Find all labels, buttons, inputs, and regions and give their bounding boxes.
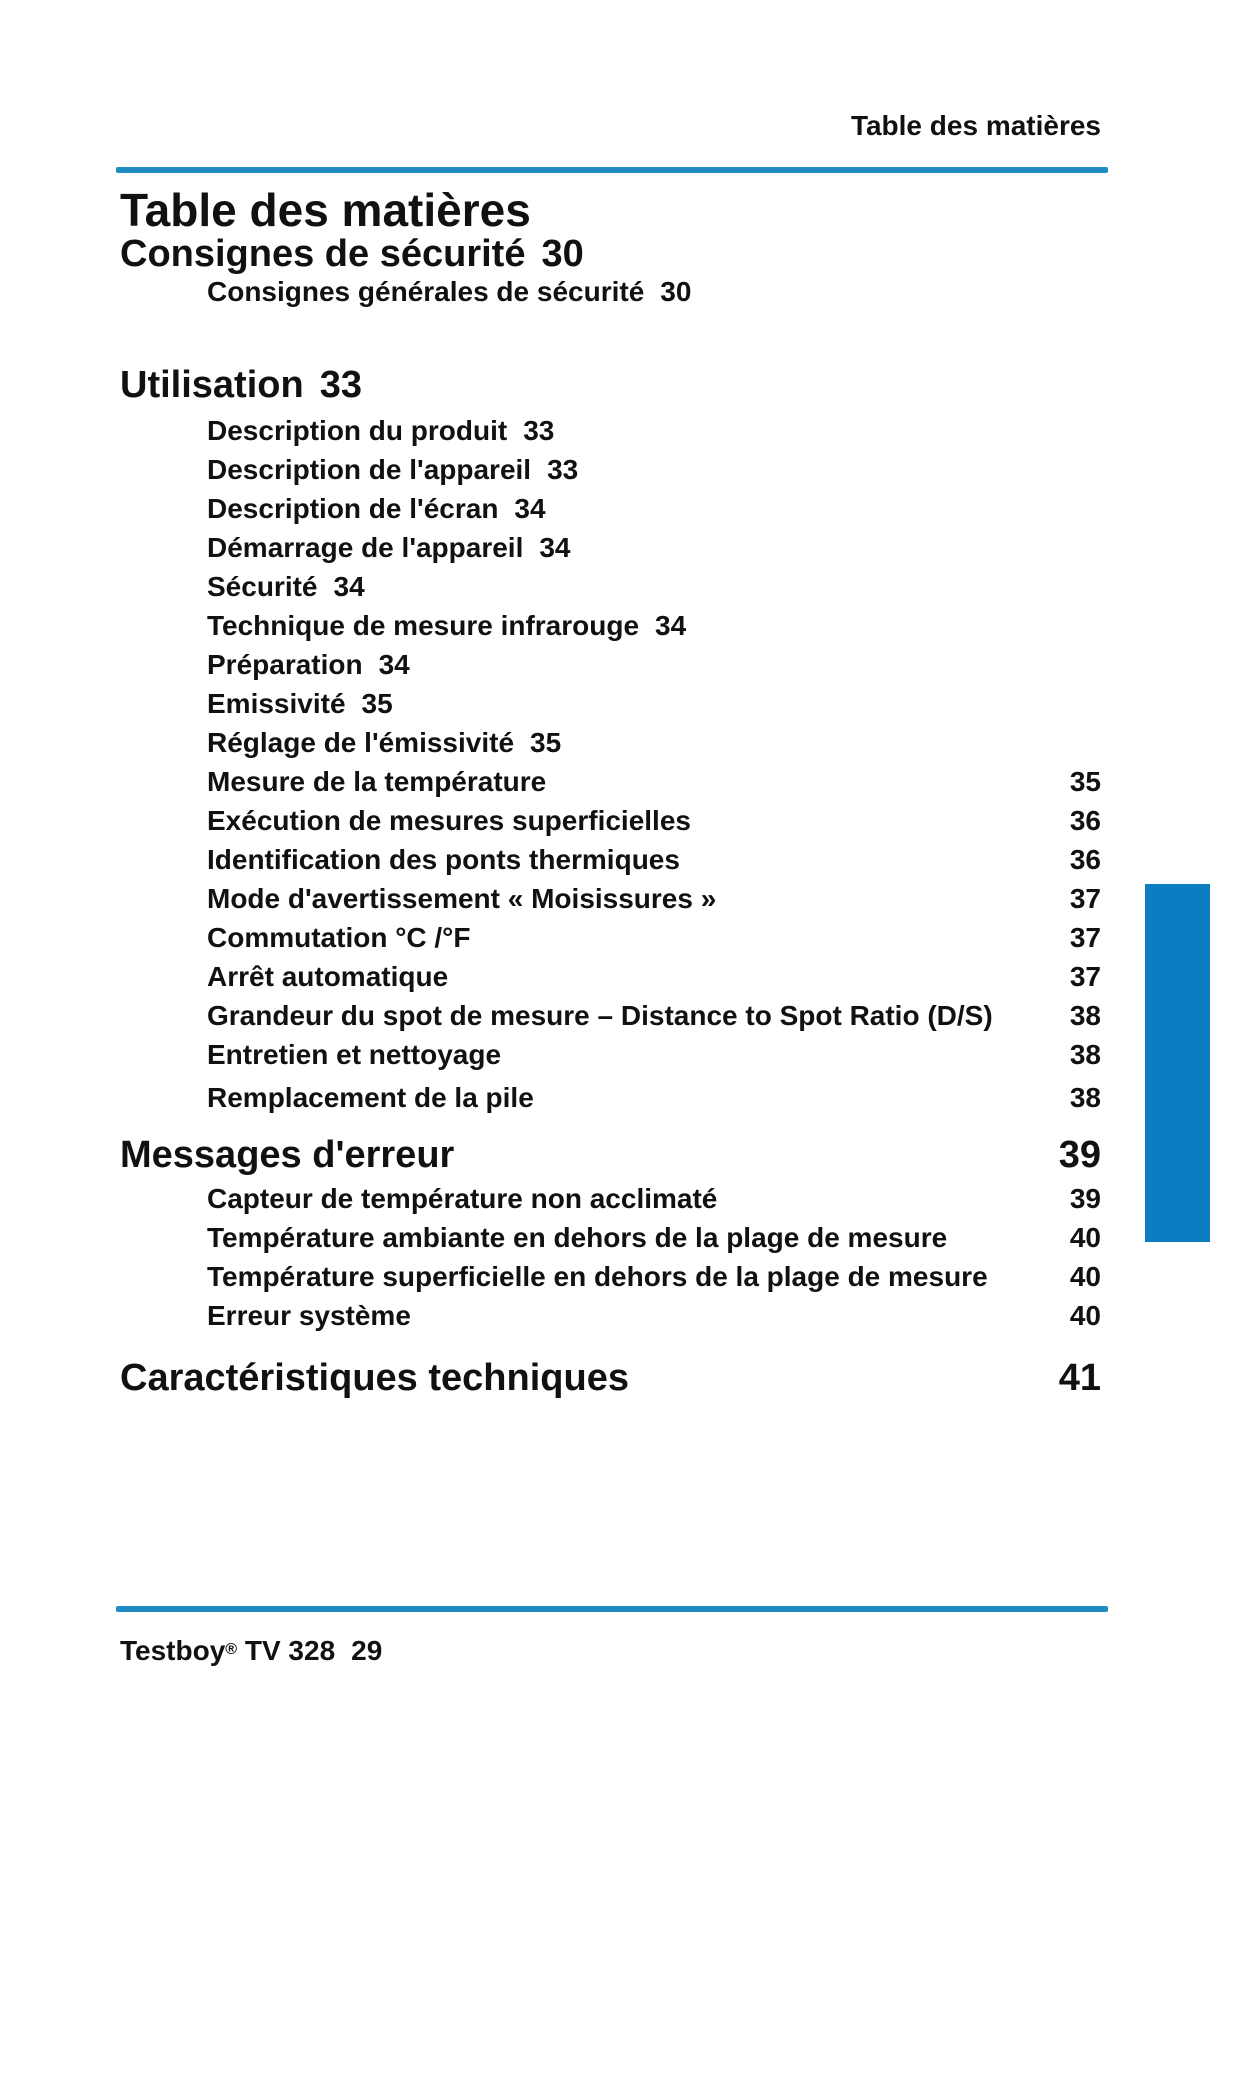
language-tab-label: FRANÇAIS [1162, 1950, 1192, 2098]
toc-entry[interactable]: Mesure de la température [207, 766, 547, 797]
toc-page: 37 [1069, 883, 1101, 914]
toc-page: 34 [514, 493, 546, 524]
toc-label: Technique de mesure infrarouge [207, 610, 640, 641]
toc-page: 40 [1069, 1300, 1101, 1331]
toc-entry[interactable]: Arrêt automatique [207, 961, 449, 992]
toc-label: Sécurité [207, 571, 318, 602]
toc-page: 36 [1069, 844, 1101, 875]
toc-label: Réglage de l'émissivité [207, 727, 515, 758]
toc-entry[interactable] [207, 415, 554, 447]
toc-entry[interactable] [207, 649, 410, 681]
toc-entry[interactable] [207, 532, 571, 564]
toc-label: Consignes générales de sécurité [207, 276, 645, 307]
toc-section-messages[interactable]: Messages d'erreur [120, 1134, 455, 1176]
toc-page: 40 [1069, 1261, 1101, 1292]
toc-label: Consignes de sécurité [120, 233, 526, 275]
toc-entry[interactable]: Commutation °C /°F [207, 922, 471, 953]
toc-entry[interactable]: Grandeur du spot de mesure – Distance to Spot Ratio (D/S) [207, 1000, 993, 1031]
toc-entry[interactable]: Entretien et nettoyage [207, 1039, 502, 1070]
toc-entry[interactable] [207, 454, 578, 486]
running-header: Table des matières [850, 110, 1101, 141]
toc-entry[interactable] [207, 493, 546, 525]
toc-label: Description du produit [207, 415, 508, 446]
toc-label: Description de l'appareil [207, 454, 532, 485]
toc-section-caracteristiques[interactable]: Caractéristiques techniques [120, 1357, 629, 1399]
footer-brand: Testboy [120, 1635, 226, 1666]
toc-entry[interactable]: Remplacement de la pile [207, 1082, 534, 1113]
footer-page-number: 29 [351, 1635, 383, 1666]
toc-label: Démarrage de l'appareil [207, 532, 524, 563]
toc-page: 30 [541, 233, 584, 275]
toc-section-utilisation[interactable] [120, 364, 362, 407]
toc-label: Préparation [207, 649, 363, 680]
toc-entry[interactable]: Température ambiante en dehors de la plage de mesure [207, 1222, 948, 1253]
footer-model: TV 328 [244, 1635, 336, 1666]
toc-page: 38 [1069, 1000, 1101, 1031]
toc-page: 38 [1069, 1082, 1101, 1113]
language-tab [1145, 884, 1210, 2098]
toc-page: 39 [1058, 1134, 1101, 1176]
toc-entry-consignes-generales[interactable] [207, 276, 691, 308]
toc-page: 35 [361, 688, 393, 719]
toc-page: 37 [1069, 922, 1101, 953]
toc-page: 35 [530, 727, 562, 758]
toc-entry[interactable]: Exécution de mesures superficielles [207, 805, 691, 836]
toc-page: 36 [1069, 805, 1101, 836]
toc-label: Description de l'écran [207, 493, 499, 524]
toc-entry[interactable]: Mode d'avertissement « Moisissures » [207, 883, 717, 914]
toc-entry[interactable]: Identification des ponts thermiques [207, 844, 680, 875]
toc-page: 30 [660, 276, 692, 307]
toc-page: 34 [655, 610, 687, 641]
toc-label: Utilisation [120, 364, 304, 406]
toc-page: 41 [1058, 1357, 1101, 1399]
toc-page: 38 [1069, 1039, 1101, 1070]
toc-page: 34 [539, 532, 571, 563]
toc-section-consignes[interactable] [120, 233, 584, 276]
page-title: Table des matières [120, 184, 531, 236]
footer [120, 1635, 382, 1667]
footer-rule [116, 1606, 1108, 1612]
toc-page: 33 [523, 415, 555, 446]
toc-entry[interactable]: Capteur de température non acclimaté [207, 1183, 718, 1214]
toc-page: 34 [333, 571, 365, 602]
toc-page: 39 [1069, 1183, 1101, 1214]
toc-label: Emissivité [207, 688, 346, 719]
toc-page: 33 [547, 454, 579, 485]
toc-entry[interactable] [207, 727, 561, 759]
toc-page: 35 [1069, 766, 1101, 797]
toc-page: 33 [319, 364, 362, 406]
toc-entry[interactable] [207, 571, 365, 603]
toc-page: 34 [378, 649, 410, 680]
toc-entry[interactable] [207, 610, 686, 642]
toc-entry[interactable] [207, 688, 393, 720]
toc-entry[interactable]: Température superficielle en dehors de la plage de mesure [207, 1261, 988, 1292]
toc-page: 37 [1069, 961, 1101, 992]
toc-entry[interactable]: Erreur système [207, 1300, 411, 1331]
header-rule [116, 167, 1108, 173]
registered-mark: ® [225, 1641, 238, 1658]
toc-page: 40 [1069, 1222, 1101, 1253]
